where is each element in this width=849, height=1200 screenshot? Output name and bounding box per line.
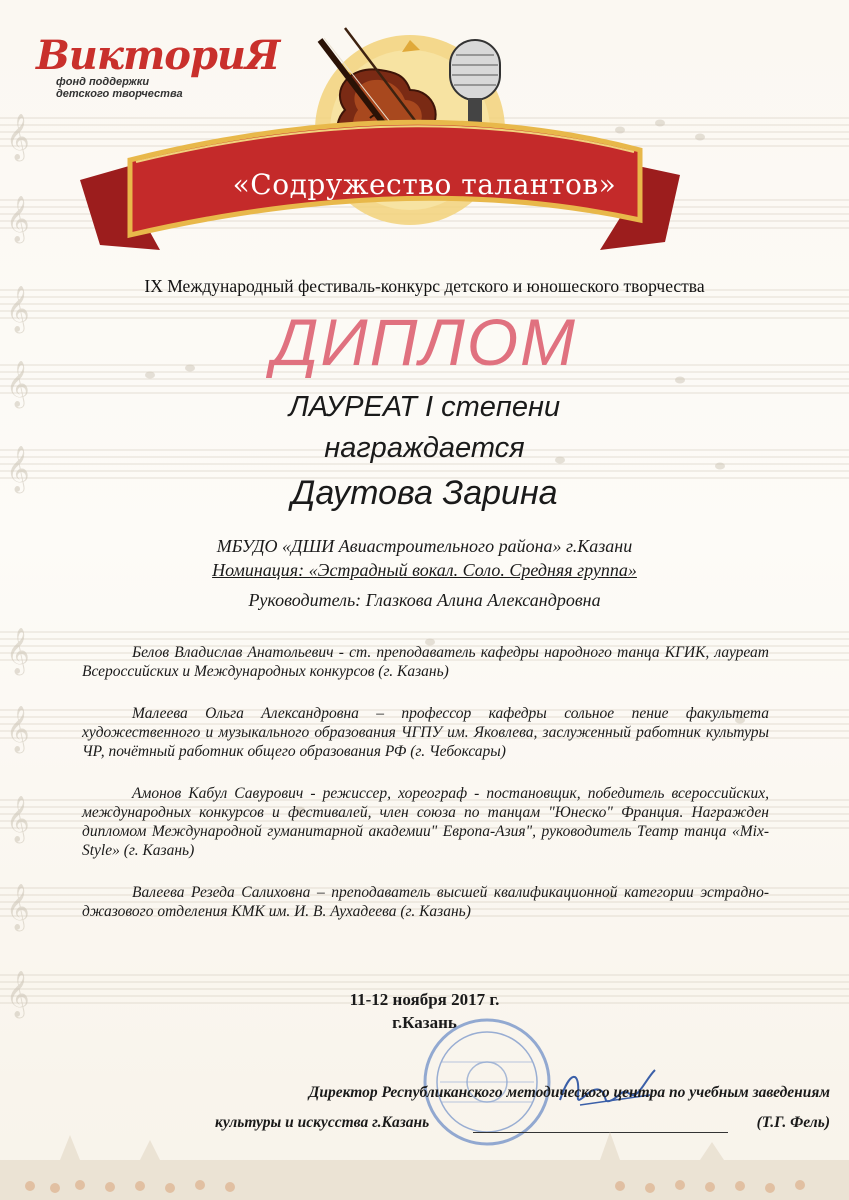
awarded-label: награждается: [324, 432, 525, 464]
jury-member: Валеева Резеда Салиховна – преподаватель высшей квалификационной категории эстрадно-джазового отделения КМК им. И. В. Аухадеева (г. Казань): [82, 884, 769, 920]
treble-clef-icon: 𝄞: [6, 114, 30, 160]
festival-title: IX Международный фестиваль-конкурс детского и юношеского творчества: [144, 276, 705, 296]
festival-emblem: [80, 10, 680, 280]
recipient-name: Даутова Зарина: [291, 474, 558, 512]
jury-member: Амонов Кабул Савурович - режиссер, хореограф - постановщик, победитель всероссийских, международных конкурсов и фестивалей, член союза по танцам "Юнеско" Франция. Награжден дипломом Международной гуманитарной академии" Европа-Азия", руководитель Театр танца «Mix-Style» (г. Казань): [82, 785, 769, 859]
diploma-heading: ДИПЛОМ: [271, 305, 578, 379]
treble-clef-icon: 𝄞: [6, 628, 30, 674]
laureate-rank: ЛАУРЕАТ I степени: [288, 391, 561, 423]
school-name: МБУДО «ДШИ Авиастроительного района» г.Казани: [216, 536, 633, 556]
treble-clef-icon: 𝄞: [6, 706, 30, 752]
jury-member: Малеева Ольга Александровна – профессор кафедры сольное пение факультета художественного и музыкального образования ЧГПУ им. Яковлева, заслуженный работник культуры ЧР, почётный работник общего образования РФ (г. Чебоксары): [82, 705, 769, 760]
jury-member: Белов Владислав Анатольевич - ст. преподаватель кафедры народного танца КГИК, лауреат Всероссийских и Международных конкурсов (г. Казань): [82, 644, 769, 680]
banner-title: «Содружество талантов»: [232, 168, 617, 201]
decorative-footer: [0, 1130, 849, 1200]
logo-name: ВикториЯ: [36, 32, 280, 79]
director-title: Директор Республиканского методического центра по учебным заведениям: [308, 1084, 830, 1101]
director-name: (Т.Г. Фель): [756, 1114, 830, 1131]
treble-clef-icon: 𝄞: [6, 446, 30, 492]
leader: Руководитель: Глазкова Алина Александровна: [248, 590, 601, 610]
treble-clef-icon: 𝄞: [6, 286, 30, 332]
treble-clef-icon: 𝄞: [6, 361, 30, 407]
event-city: г.Казань: [392, 1013, 457, 1032]
event-date: 11-12 ноября 2017 г.: [349, 990, 500, 1009]
treble-clef-icon: 𝄞: [6, 971, 30, 1017]
logo-subtitle-line1: фонд поддержки: [56, 76, 150, 88]
logo-subtitle-line2: детского творчества: [56, 88, 183, 100]
treble-clef-icon: 𝄞: [6, 196, 30, 242]
director-organization: культуры и искусства г.Казань: [215, 1114, 430, 1131]
treble-clef-icon: 𝄞: [6, 796, 30, 842]
treble-clef-icon: 𝄞: [6, 884, 30, 930]
nomination: Номинация: «Эстрадный вокал. Соло. Средняя группа»: [212, 560, 637, 580]
